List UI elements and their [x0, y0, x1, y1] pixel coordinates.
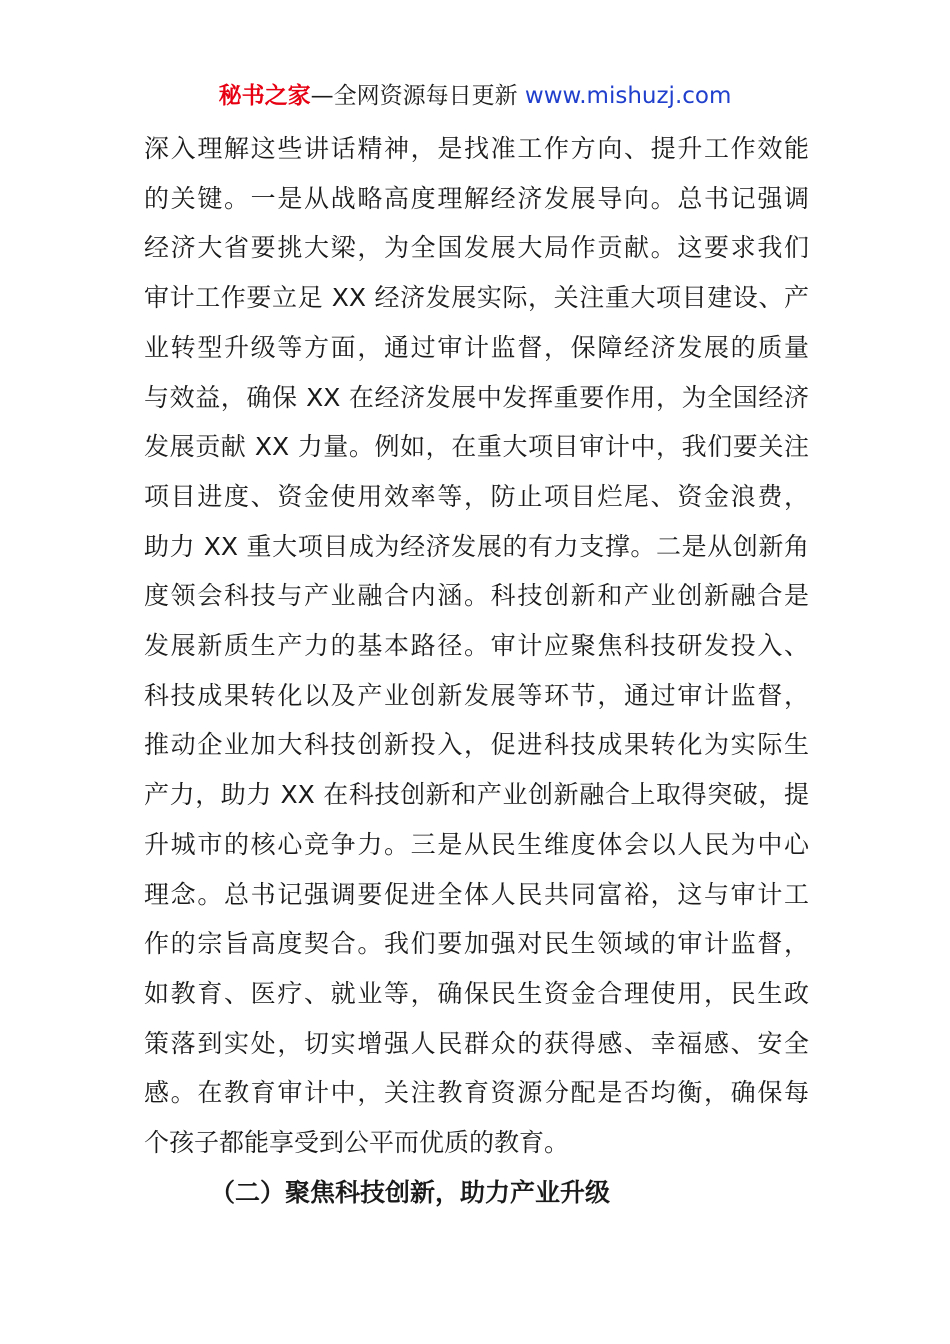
text-line: 审计工作要立足 XX 经济发展实际，关注重大项目建设、产: [144, 283, 809, 313]
header-tagline: —全网资源每日更新: [310, 83, 518, 109]
text-line: 深入理解这些讲话精神，是找准工作方向、提升工作效能: [144, 134, 809, 163]
text-line: 推动企业加大科技创新投入，促进科技成果转化为实际生: [144, 730, 809, 760]
text-line: 感。在教育审计中，关注教育资源分配是否均衡，确保每: [144, 1078, 809, 1108]
text-line: 个孩子都能享受到公平而优质的教育。: [144, 1128, 570, 1158]
text-line: 理念。总书记强调要促进全体人民共同富裕，这与审计工: [144, 879, 809, 909]
text-line: 发展新质生产力的基本路径。审计应聚焦科技研发投入、: [144, 631, 809, 661]
text-line: 助力 XX 重大项目成为经济发展的有力支撑。二是从创新角: [144, 531, 809, 561]
text-line: 发展贡献 XX 力量。例如，在重大项目审计中，我们要关注: [144, 432, 809, 462]
text-line: 业转型升级等方面，通过审计监督，保障经济发展的质量: [144, 332, 809, 362]
text-line: 的关键。一是从战略高度理解经济发展导向。总书记强调: [144, 183, 809, 213]
text-line: 策落到实处，切实增强人民群众的获得感、幸福感、安全: [144, 1028, 809, 1058]
body-paragraph: [144, 124, 809, 1168]
text-line: 作的宗旨高度契合。我们要加强对民生领域的审计监督，: [144, 929, 809, 959]
site-url-link[interactable]: www.mishuzj.com: [524, 83, 732, 109]
text-line: 与效益，确保 XX 在经济发展中发挥重要作用，为全国经济: [144, 382, 809, 412]
text-line: 科技成果转化以及产业创新发展等环节，通过审计监督，: [144, 680, 809, 710]
brand-name: 秘书之家: [218, 83, 311, 109]
text-line: 升城市的核心竞争力。三是从民生维度体会以人民为中心: [144, 829, 809, 859]
text-line: 项目进度、资金使用效率等，防止项目烂尾、资金浪费，: [144, 481, 809, 511]
text-line: 如教育、医疗、就业等，确保民生资金合理使用，民生政: [144, 978, 809, 1008]
text-line: 产力，助力 XX 在科技创新和产业创新融合上取得突破，提: [144, 780, 809, 810]
text-line: 经济大省要挑大梁，为全国发展大局作贡献。这要求我们: [144, 233, 809, 263]
site-header: [0, 78, 950, 114]
section-heading: （二）聚焦科技创新，助力产业升级: [210, 1178, 611, 1207]
text-line: 度领会科技与产业融合内涵。科技创新和产业创新融合是: [144, 581, 809, 611]
